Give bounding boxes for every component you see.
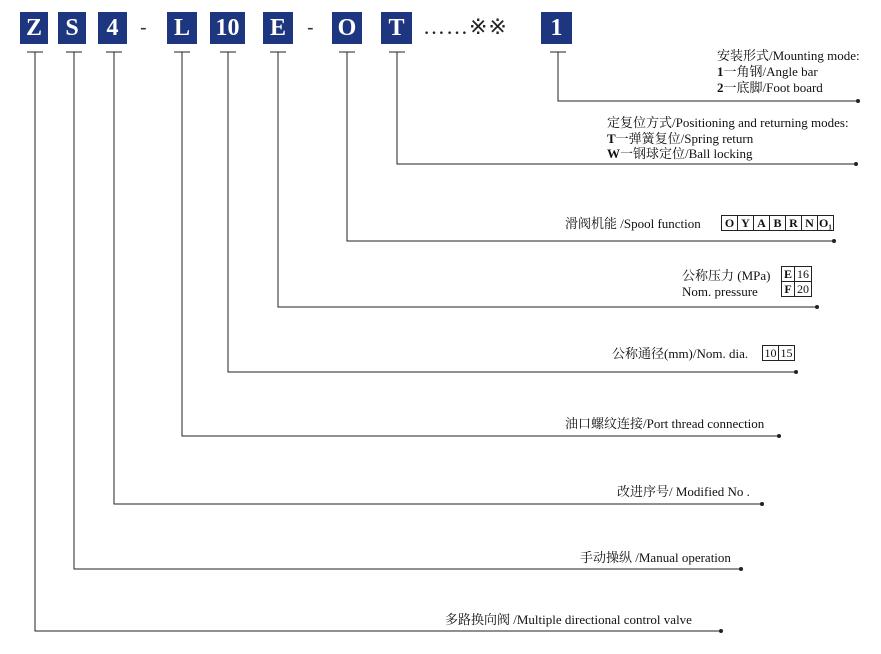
spool-option-cell: O₁ <box>817 215 834 231</box>
code-box-e: E <box>263 12 293 44</box>
leader-dot-port <box>777 434 781 438</box>
pressure-value-cell: 16 <box>795 267 812 282</box>
mounting-title: 安装形式/Mounting mode: <box>717 48 860 63</box>
mounting-option-2-key: 2 <box>717 80 724 95</box>
spool-function-label: 滑阀机能 /Spool function <box>565 216 701 231</box>
manual-operation-label: 手动操纵 /Manual operation <box>580 550 731 565</box>
mounting-option-1-text: 一角钢/Angle bar <box>723 64 818 79</box>
code-dash-2: - <box>307 17 314 39</box>
nom-dia-label: 公称通径(mm)/Nom. dia. <box>612 346 749 361</box>
spool-options <box>722 215 834 231</box>
positioning-option-t <box>607 131 753 147</box>
leader-dot-mounting <box>856 99 860 103</box>
code-box-4: 4 <box>98 12 127 44</box>
leader-dot-manual <box>739 567 743 571</box>
pressure-key-cell: F <box>782 282 795 297</box>
code-box-s: S <box>58 12 86 44</box>
leader-dot-pressure <box>815 305 819 309</box>
pressure-table <box>781 266 812 297</box>
spool-option-cell: O <box>721 215 738 231</box>
leader-dot-dia <box>794 370 798 374</box>
positioning-option-t-key: T <box>607 131 616 146</box>
code-box-10: 10 <box>210 12 245 44</box>
code-box-t: T <box>381 12 412 44</box>
leader-line-dia <box>220 52 796 372</box>
code-box-z: Z <box>20 12 48 44</box>
pressure-key-cell: E <box>782 267 795 282</box>
leader-dot-modified <box>760 502 764 506</box>
code-ellipsis-marks: ……※※ <box>423 14 508 39</box>
pressure-row <box>782 267 812 282</box>
mounting-option-1-key: 1 <box>717 64 724 79</box>
mounting-option-2 <box>717 80 823 96</box>
spool-option-cell: Y <box>737 215 754 231</box>
pressure-label-en: Nom. pressure <box>682 284 758 299</box>
dia-options <box>763 345 795 361</box>
modified-no-label: 改进序号/ Modified No . <box>617 484 750 499</box>
code-box-1: 1 <box>541 12 572 44</box>
code-box-o: O <box>332 12 362 44</box>
pressure-label-cn: 公称压力 (MPa) <box>682 268 771 283</box>
spool-option-cell: N <box>801 215 818 231</box>
pressure-row <box>782 282 812 297</box>
leader-dot-spool <box>832 239 836 243</box>
spool-option-cell: R <box>785 215 802 231</box>
code-box-l: L <box>167 12 197 44</box>
mounting-option-2-text: 一底脚/Foot board <box>723 80 823 95</box>
multiple-valve-label: 多路换向阀 /Multiple directional control valve <box>445 612 692 627</box>
dia-option-cell: 10 <box>762 345 779 361</box>
leader-dot-multiple <box>719 629 723 633</box>
pressure-value-cell: 20 <box>795 282 812 297</box>
port-thread-label: 油口螺纹连接/Port thread connection <box>565 416 765 431</box>
spool-option-cell: B <box>769 215 786 231</box>
mounting-option-1 <box>717 64 818 80</box>
positioning-option-w <box>607 146 753 162</box>
dia-option-cell: 15 <box>778 345 795 361</box>
leader-dot-positioning <box>854 162 858 166</box>
spool-option-cell: A <box>753 215 770 231</box>
leader-line-port <box>174 52 779 436</box>
code-dash-1: - <box>140 17 147 39</box>
positioning-option-w-key: W <box>607 146 620 161</box>
positioning-option-w-text: 一钢球定位/Ball locking <box>620 146 753 161</box>
positioning-title: 定复位方式/Positioning and returning modes: <box>607 115 849 130</box>
positioning-option-t-text: 一弹簧复位/Spring return <box>615 131 754 146</box>
